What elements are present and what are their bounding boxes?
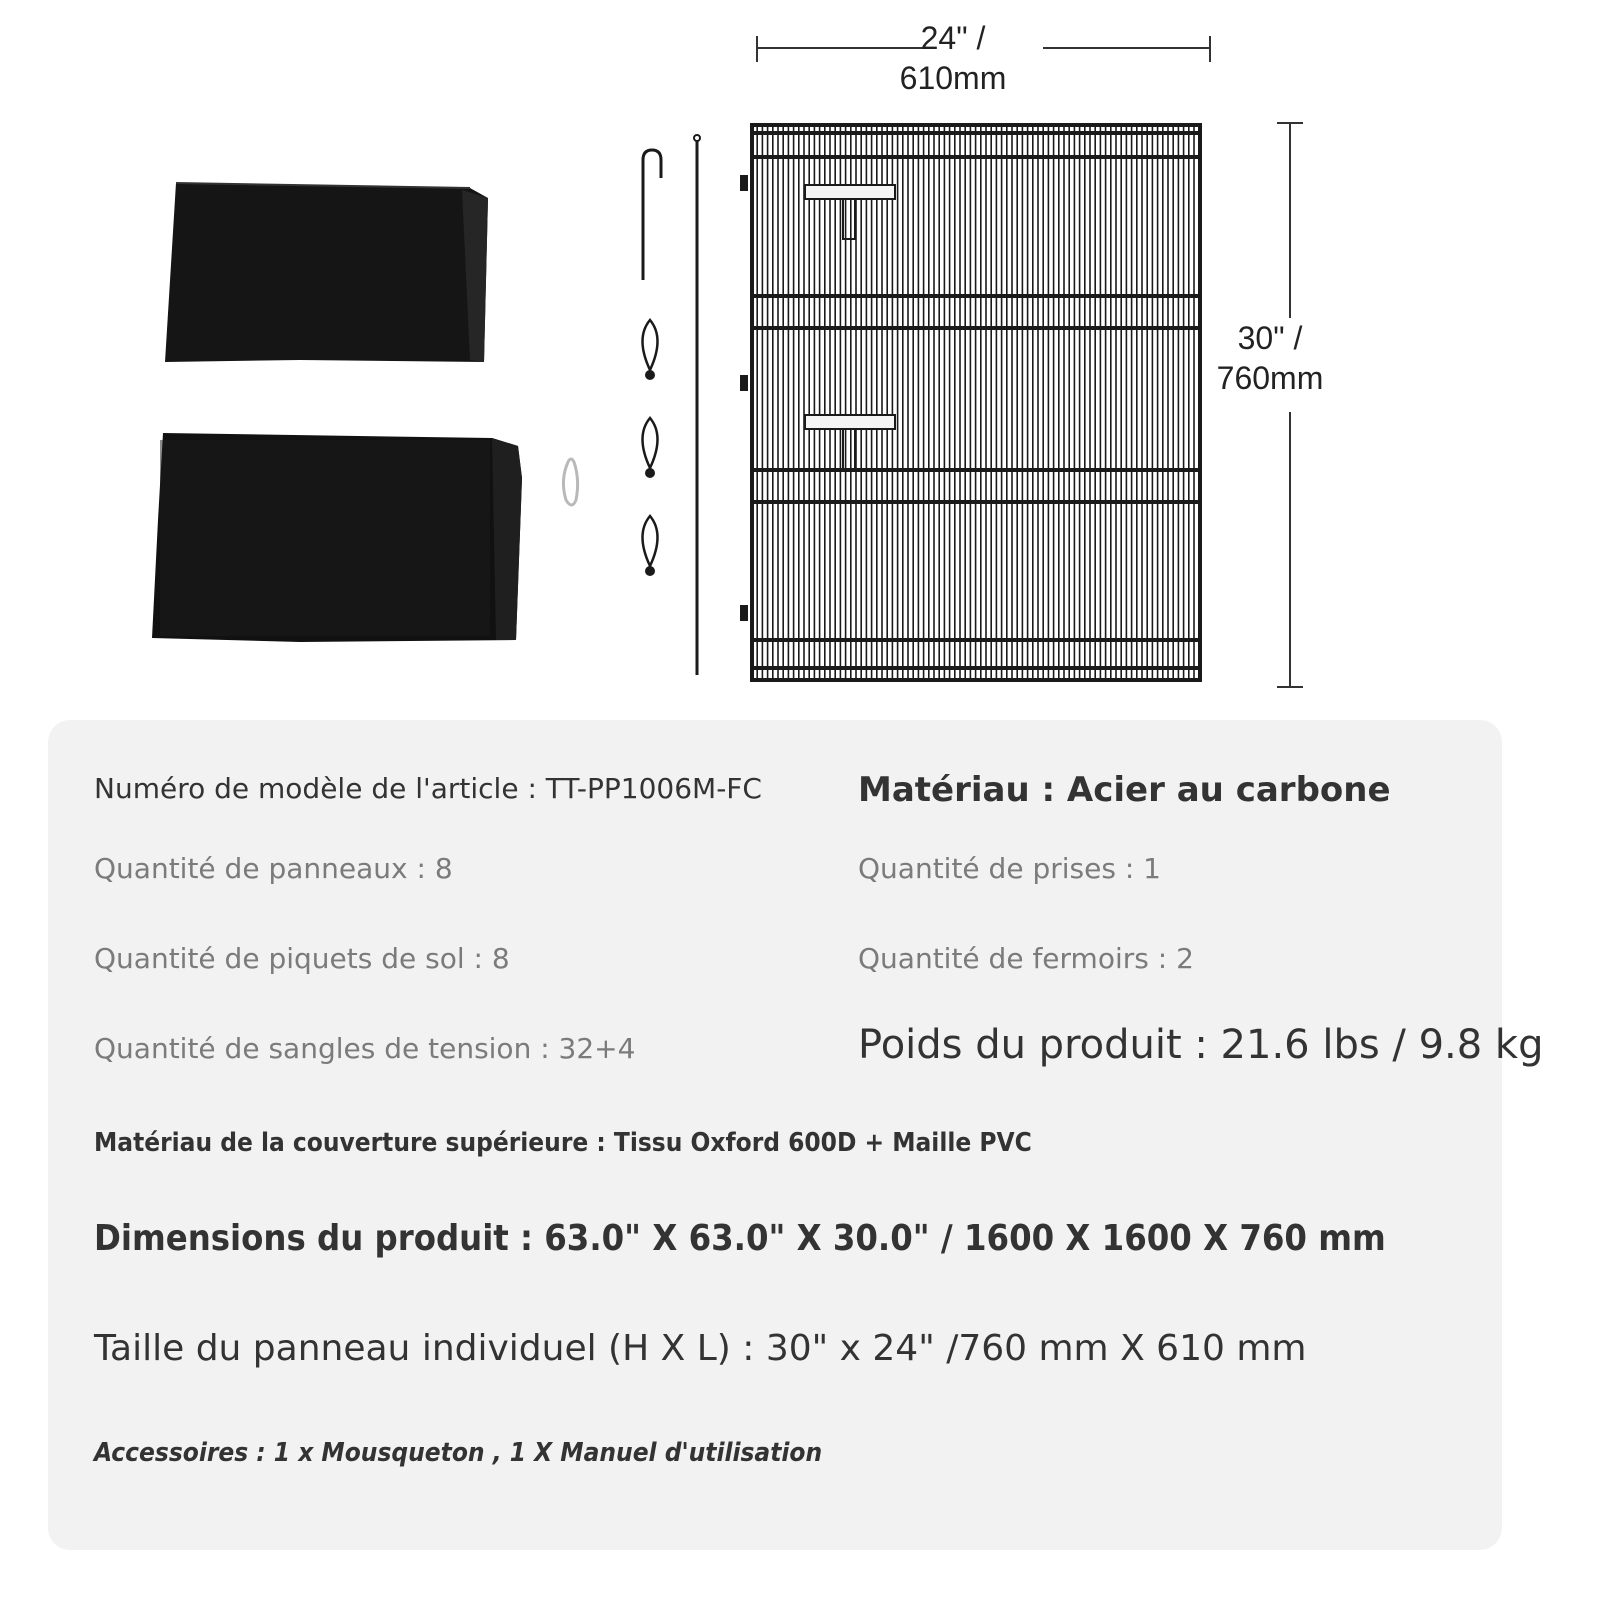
height-dimension-label — [1205, 318, 1335, 398]
rod-icon — [694, 135, 700, 675]
material: Matériau : Acier au carbone — [858, 770, 1391, 810]
panel-size: Taille du panneau individuel (H X L) : 30" x 24" /760 mm X 610 mm — [94, 1328, 1307, 1369]
height-dimension-line — [1277, 123, 1303, 687]
width-mm: 610mm — [899, 60, 1007, 96]
tension-strap-icon — [643, 516, 658, 576]
wire-panel-image — [740, 125, 1200, 680]
product-illustration — [0, 0, 1600, 700]
handle-quantity: Quantité de prises : 1 — [858, 852, 1161, 885]
folded-mesh-cover-image — [152, 433, 522, 642]
product-dimensions: Dimensions du produit : 63.0" X 63.0" X 30.0" / 1600 X 1600 X 760 mm — [94, 1218, 1386, 1259]
strap-quantity: Quantité de sangles de tension : 32+4 — [94, 1032, 636, 1065]
width-inches: 24" / — [920, 20, 986, 56]
stake-quantity: Quantité de piquets de sol : 8 — [94, 942, 510, 975]
accessories: Accessoires : 1 x Mousqueton , 1 X Manuel d'utilisation — [94, 1438, 823, 1468]
height-mm: 760mm — [1216, 360, 1324, 396]
panel-quantity: Quantité de panneaux : 8 — [94, 852, 453, 885]
ground-stake-icon — [643, 150, 661, 280]
product-parts-svg — [0, 0, 1600, 700]
tension-strap-icon — [643, 320, 658, 380]
cover-material: Matériau de la couverture supérieure : Tissu Oxford 600D + Maille PVC — [94, 1128, 1032, 1158]
folded-cover-image — [165, 183, 488, 362]
carabiner-icon — [563, 459, 577, 505]
tension-strap-icon — [643, 418, 658, 478]
clasp-quantity: Quantité de fermoirs : 2 — [858, 942, 1194, 975]
height-inches: 30" / — [1237, 320, 1303, 356]
model-number: Numéro de modèle de l'article : TT-PP1006M-FC — [94, 772, 762, 805]
spec-card — [48, 720, 1544, 1550]
product-weight: Poids du produit : 21.6 lbs / 9.8 kg — [858, 1022, 1544, 1068]
width-dimension-label — [893, 18, 1013, 98]
